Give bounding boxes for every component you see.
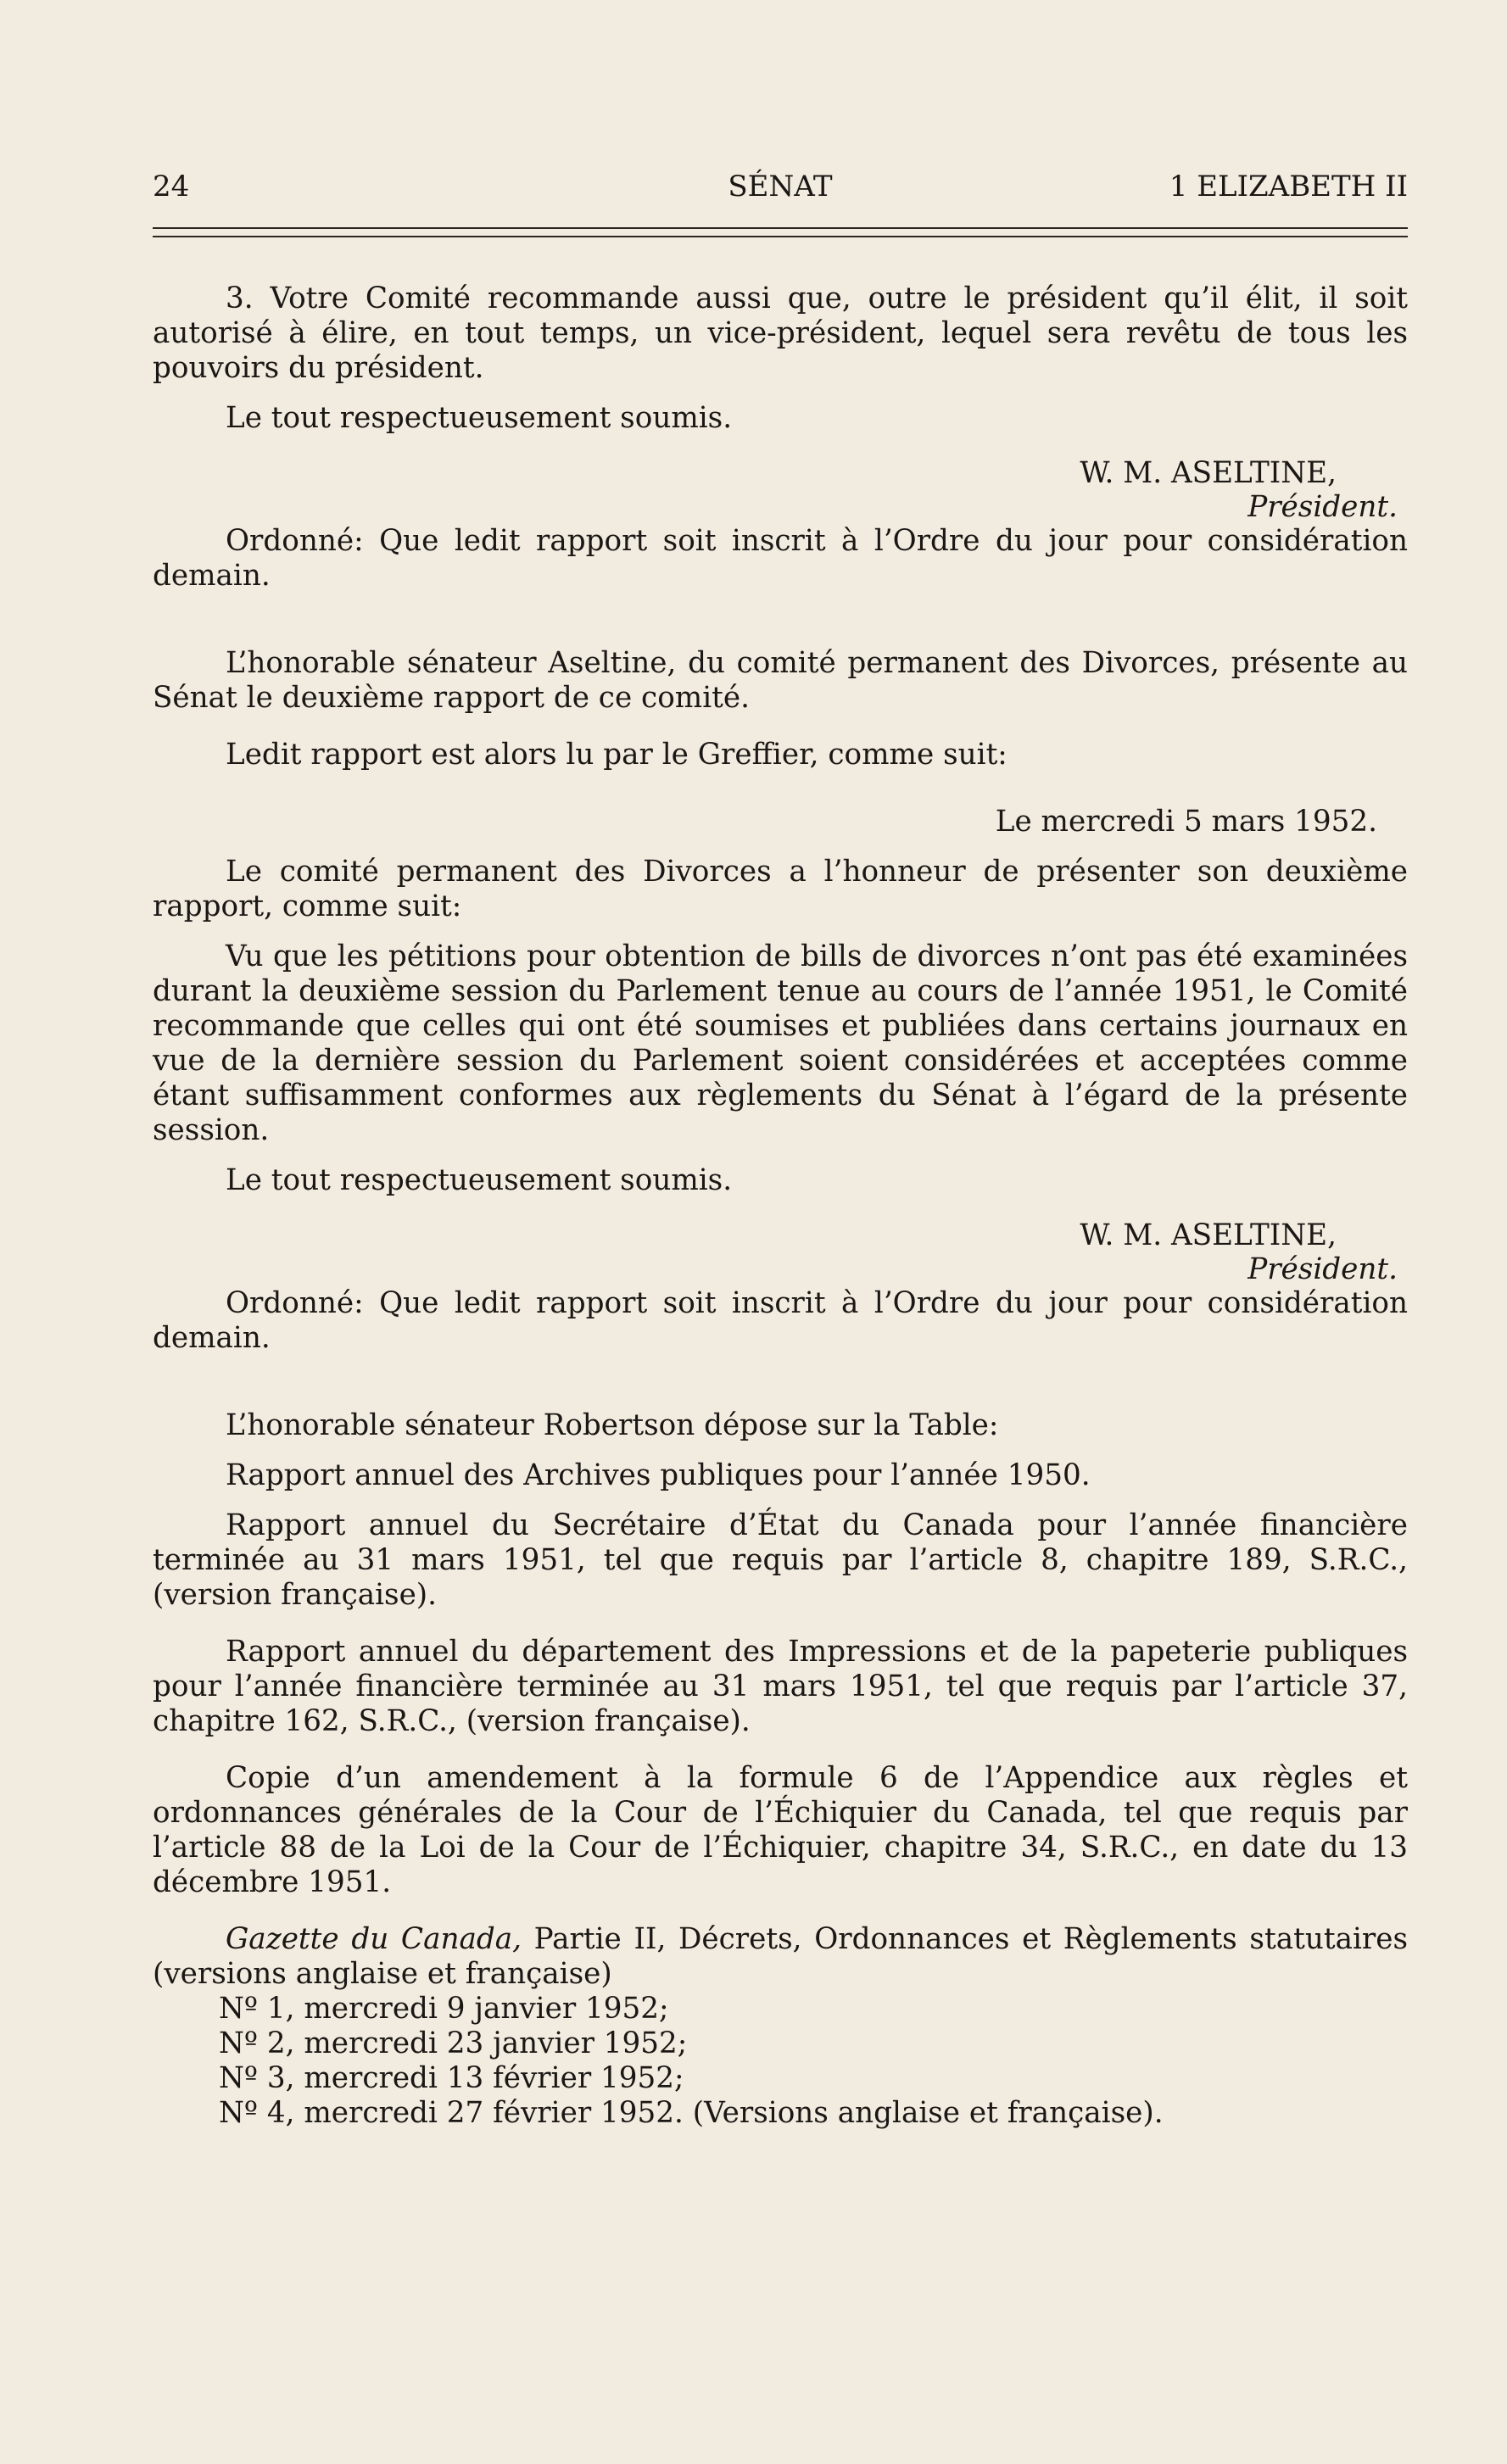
signature-block bbox=[153, 456, 1408, 524]
header-double-rule bbox=[153, 227, 1408, 237]
paragraph-archives-report: Rapport annuel des Archives publiques pour l’année 1950. bbox=[226, 1458, 1091, 1492]
paragraph-submitted: Le tout respectueusement soumis. bbox=[226, 401, 733, 435]
signature-name: W. M. ASELTINE, bbox=[1080, 456, 1337, 490]
page-number: 24 bbox=[153, 170, 190, 203]
header-title: SÉNAT bbox=[728, 170, 833, 203]
paragraph-senator-presents: L’honorable sénateur Aseltine, du comité permanent des Divorces, présente au Sénat le deuxième rapport de ce comité. bbox=[153, 646, 1408, 715]
signature-block bbox=[153, 1218, 1408, 1286]
paragraph-report-read: Ledit rapport est alors lu par le Greffier, comme suit: bbox=[226, 738, 1007, 772]
signature-title: Président. bbox=[1247, 490, 1398, 524]
running-header bbox=[153, 170, 1408, 212]
report-date: Le mercredi 5 mars 1952. bbox=[995, 805, 1377, 839]
gazette-title: Gazette du Canada, bbox=[226, 1922, 522, 1956]
document-page bbox=[153, 170, 1408, 2131]
paragraph-petitions: Vu que les pétitions pour obtention de bills de divorces n’ont pas été examinées durant la deuxième session du Parlement tenue au cours de l’année 1951, le Comité recommande que celles qui ont été soumises et publiées dans certains journaux en vue de la dernière session du Parlement soient considérées et acceptées comme étant suffisamment conformes aux règlements du Sénat à l’égard de la présente session. bbox=[153, 939, 1408, 1147]
gazette-issue: Nº 4, mercredi 27 février 1952. (Versions anglaise et française). bbox=[219, 2096, 1164, 2130]
paragraph-second-report: Le comité permanent des Divorces a l’honneur de présenter son deuxième rapport, comme suit: bbox=[153, 855, 1408, 923]
gazette-issue: Nº 3, mercredi 13 février 1952; bbox=[219, 2061, 684, 2095]
paragraph-submitted: Le tout respectueusement soumis. bbox=[226, 1163, 733, 1197]
paragraph-committee-recommendation: 3. Votre Comité recommande aussi que, outre le président qu’il élit, il soit autorisé à élire, en tout temps, un vice-président, lequel sera revêtu de tous les pouvoirs du président. bbox=[153, 282, 1408, 385]
paragraph-secretary-report: Rapport annuel du Secrétaire d’État du Canada pour l’année financière terminée au 31 mars 1951, tel que requis par l’article 8, chapitre 189, S.R.C., (version française). bbox=[153, 1508, 1408, 1612]
paragraph-printing-report: Rapport annuel du département des Impressions et de la papeterie publiques pour l’année financière terminée au 31 mars 1951, tel que requis par l’article 37, chapitre 162, S.R.C., (version française). bbox=[153, 1635, 1408, 1738]
paragraph-order: Ordonné: Que ledit rapport soit inscrit à l’Ordre du jour pour considération demain. bbox=[153, 1286, 1408, 1355]
paragraph-canada-gazette bbox=[153, 1922, 1408, 1992]
header-regnal-year: 1 ELIZABETH II bbox=[1169, 170, 1408, 203]
signature-name: W. M. ASELTINE, bbox=[1080, 1218, 1337, 1252]
gazette-description: Partie II, Décrets, Ordonnances et Règlements statutaires (versions anglaise et française) bbox=[153, 1922, 1409, 1991]
paragraph-exchequer-amendment: Copie d’un amendement à la formule 6 de l’Appendice aux règles et ordonnances générales de la Cour de l’Échiquier du Canada, tel que requis par l’article 88 de la Loi de la Cour de l’Échiquier, chapitre 34, S.R.C., en date du 13 décembre 1951. bbox=[153, 1761, 1408, 1899]
paragraph-order: Ordonné: Que ledit rapport soit inscrit à l’Ordre du jour pour considération demain. bbox=[153, 524, 1408, 593]
gazette-issue: Nº 1, mercredi 9 janvier 1952; bbox=[219, 1992, 669, 2026]
gazette-issue: Nº 2, mercredi 23 janvier 1952; bbox=[219, 2026, 688, 2060]
signature-title: Président. bbox=[1247, 1252, 1398, 1286]
paragraph-tabled-documents: L’honorable sénateur Robertson dépose sur la Table: bbox=[226, 1408, 999, 1442]
